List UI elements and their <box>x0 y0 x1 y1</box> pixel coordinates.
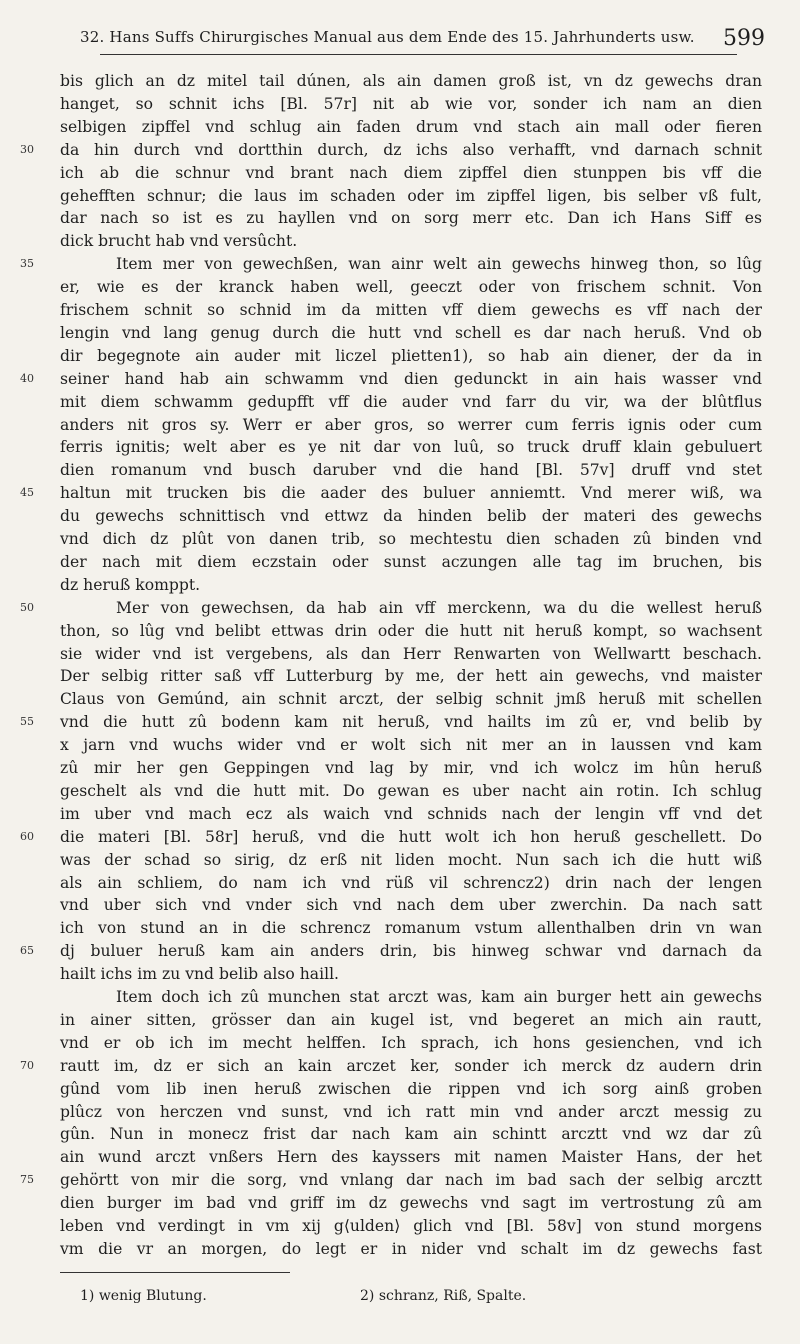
line-number: 65 <box>20 944 34 958</box>
footnote-1: 1) wenig Blutung. <box>80 1288 207 1304</box>
text-line: dick brucht hab vnd versûcht. <box>60 232 298 251</box>
text-line: da hin durch vnd dortthin durch, dz ichs also verhafft, vnd darnach schnit <box>60 140 762 159</box>
text-line: hanget, so schnit ichs [Bl. 57r] nit ab wie vor, sonder ich nam an dien <box>60 94 762 113</box>
footnote-2: 2) schranz, Riß, Spalte. <box>360 1288 527 1304</box>
text-line: haltun mit trucken bis die aader des buluer anniemtt. Vnd merer wiß, wa <box>60 484 762 503</box>
footnote-rule <box>60 1272 290 1273</box>
text-line: dz heruß komppt. <box>60 575 201 594</box>
text-line: dj buluer heruß kam ain anders drin, bis hinweg schwar vnd darnach da <box>60 942 762 961</box>
text-line: rautt im, dz er sich an kain arczet ker, sonder ich merck dz audern drin <box>60 1056 762 1075</box>
text-line: Mer von gewechsen, da hab ain vff merckenn, wa du die wellest heruß <box>116 598 762 617</box>
text-line: vnd uber sich vnd vnder sich vnd nach dem uber zwerchin. Da nach satt <box>60 896 762 915</box>
text-line: selbigen zipffel vnd schlug ain faden drum vnd stach ain mall oder fieren <box>60 117 762 136</box>
text-line: dien burger im bad vnd griff im dz gewechs vnd sagt im vertrostung zû am <box>60 1194 762 1213</box>
header-rule <box>100 54 737 55</box>
text-line: er, wie es der kranck haben well, geeczt oder von frischem schnit. Von <box>60 278 762 297</box>
text-line: dir begegnote ain auder mit liczel plietten1), so hab ain diener, der da in <box>60 346 762 365</box>
text-line: hailt ichs im zu vnd belib also haill. <box>60 965 340 984</box>
text-line: sie wider vnd ist vergebens, als dan Herr Renwarten von Wellwartt beschach. <box>60 644 762 663</box>
text-line: Item doch ich zû munchen stat arczt was, kam ain burger hett ain gewechs <box>116 988 762 1006</box>
text-line: ich ab die schnur vnd brant nach diem zipffel dien stunppen bis vff die <box>60 163 762 182</box>
text-line: Item mer von gewechßen, wan ainr welt ain gewechs hinweg thon, so lûg <box>116 255 762 274</box>
line-number: 50 <box>20 600 34 614</box>
text-line: lengin vnd lang genug durch die hutt vnd schell es dar nach heruß. Vnd ob <box>60 323 762 342</box>
text-line: vnd dich dz plût von danen trib, so mechtestu dien schaden zû binden vnd <box>60 530 762 548</box>
line-number: 35 <box>20 257 34 271</box>
footnotes <box>60 1288 760 1310</box>
line-number: 30 <box>20 142 34 156</box>
line-number: 45 <box>20 486 34 500</box>
text-line: dien romanum vnd busch daruber vnd die hand [Bl. 57v] druff vnd stet <box>60 461 762 480</box>
text-line: zû mir her gen Geppingen vnd lag by mir, vnd ich wolcz im hûn heruß <box>60 759 762 777</box>
text-line: gûnd vom lib inen heruß zwischen die rippen vnd ich sorg ainß groben <box>60 1079 762 1098</box>
page-number: 599 <box>723 26 765 51</box>
text-line: anders nit gros sy. Werr er aber gros, so werrer cum ferris ignis oder cum <box>60 415 762 434</box>
text-line: als ain schliem, do nam ich vnd rüß vil schrencz2) drin nach der lengen <box>60 873 762 892</box>
text-line: ich von stund an in die schrencz romanum vstum allenthalben drin vn wan <box>60 919 762 938</box>
text-line: Claus von Gemúnd, ain schnit arczt, der selbig schnit jmß heruß mit schellen <box>60 690 762 709</box>
text-line: was der schad so sirig, dz erß nit liden mocht. Nun sach ich die hutt wiß <box>60 850 762 869</box>
text-line: thon, so lûg vnd belibt ettwas drin oder die hutt nit heruß kompt, so wachsent <box>60 621 762 640</box>
running-header <box>60 26 765 56</box>
text-line: vnd die hutt zû bodenn kam nit heruß, vnd hailts im zû er, vnd belib by <box>60 713 762 732</box>
text-line: bis glich an dz mitel tail dúnen, als ain damen groß ist, vn dz gewechs dran <box>60 72 762 90</box>
line-number: 70 <box>20 1058 34 1072</box>
text-line: der nach mit diem eczstain oder sunst aczungen alle tag im bruchen, bis <box>60 552 762 571</box>
text-line: ferris ignitis; welt aber es ye nit dar von luû, so truck druff klain gebuluert <box>60 438 762 457</box>
text-line: geschelt als vnd die hutt mit. Do gewan es uber nacht ain rotin. Ich schlug <box>60 781 762 800</box>
text-line: du gewechs schnittisch vnd ettwz da hinden belib der materi des gewechs <box>60 507 762 526</box>
running-title: 32. Hans Suffs Chirurgisches Manual aus dem Ende des 15. Jahrhunderts usw. <box>80 28 695 46</box>
line-number: 55 <box>20 715 34 729</box>
text-line: vnd er ob ich im mecht helffen. Ich sprach, ich hons gesienchen, vnd ich <box>60 1033 762 1052</box>
text-line: gûn. Nun in monecz frist dar nach kam ain schintt arcztt vnd wz dar zû <box>60 1125 762 1144</box>
text-line: Der selbig ritter saß vff Lutterburg by me, der hett ain gewechs, vnd maister <box>60 667 762 686</box>
text-line: mit diem schwamm gedupfft vff die auder vnd farr du vir, wa der blûtflus <box>60 392 762 411</box>
text-line: im uber vnd mach ecz als waich vnd schnids nach der lengin vff vnd det <box>60 804 762 823</box>
text-line: x jarn vnd wuchs wider vnd er wolt sich nit mer an in laussen vnd kam <box>60 736 762 755</box>
line-number: 75 <box>20 1173 34 1187</box>
text-line: ain wund arczt vnßers Hern des kayssers mit namen Maister Hans, der het <box>60 1148 762 1167</box>
text-line: in ainer sitten, grösser dan ain kugel ist, vnd begeret an mich ain rautt, <box>60 1010 762 1029</box>
text-line: leben vnd verdingt in vm xij g⟨ulden⟩ glich vnd [Bl. 58v] von stund morgens <box>60 1217 762 1235</box>
text-line: plûcz von herczen vnd sunst, vnd ich ratt min vnd ander arczt messig zu <box>60 1102 762 1121</box>
text-line: seiner hand hab ain schwamm vnd dien gedunckt in ain hais wasser vnd <box>60 369 762 388</box>
text-line: frischem schnit so schnid im da mitten vff diem gewechs es vff nach der <box>60 301 762 319</box>
text-line: vm die vr an morgen, do legt er in nider vnd schalt im dz gewechs fast <box>60 1239 762 1258</box>
text-line: dar nach so ist es zu hayllen vnd on sorg merr etc. Dan ich Hans Siff es <box>60 209 762 228</box>
text-line: gehörtt von mir die sorg, vnd vnlang dar nach im bad sach der selbig arcztt <box>60 1171 762 1190</box>
text-line: die materi [Bl. 58r] heruß, vnd die hutt wolt ich hon heruß geschellett. Do <box>60 827 762 846</box>
text-line: gehefften schnur; die laus im schaden oder im zipffel ligen, bis selber vß fult, <box>60 186 762 205</box>
line-number: 40 <box>20 371 34 385</box>
line-number: 60 <box>20 829 34 843</box>
